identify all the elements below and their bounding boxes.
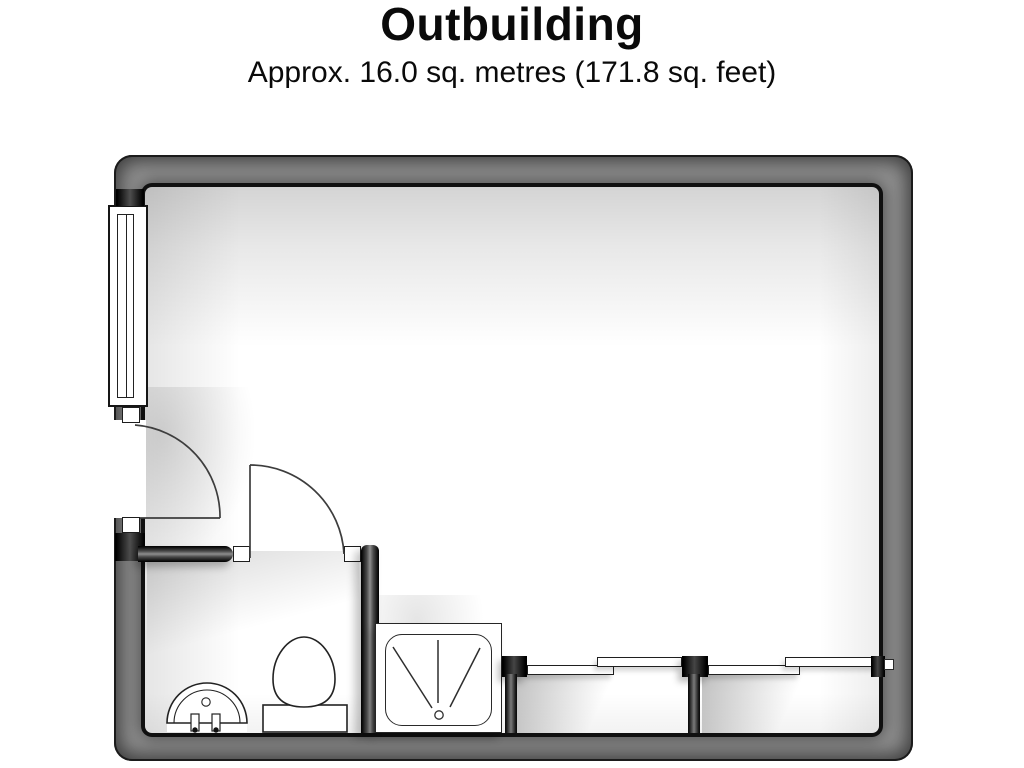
floorplan: [114, 155, 913, 761]
fixtures-layer: [114, 155, 913, 761]
exterior-door-arc: [135, 425, 220, 518]
basin-drain-icon: [202, 698, 210, 706]
shower-spray-line: [450, 648, 480, 707]
basin-tap-dot: [213, 727, 218, 732]
shower-drain-icon: [435, 711, 443, 719]
area-subtitle: Approx. 16.0 sq. metres (171.8 sq. feet): [247, 55, 777, 89]
page-title: Outbuilding: [380, 0, 644, 50]
bathroom-door-arc: [250, 465, 344, 554]
toilet-cistern: [263, 705, 347, 732]
plan-header: [0, 0, 1024, 88]
toilet-bowl: [273, 637, 335, 707]
shower-spray-line: [393, 647, 432, 708]
basin-tap-dot: [192, 727, 197, 732]
